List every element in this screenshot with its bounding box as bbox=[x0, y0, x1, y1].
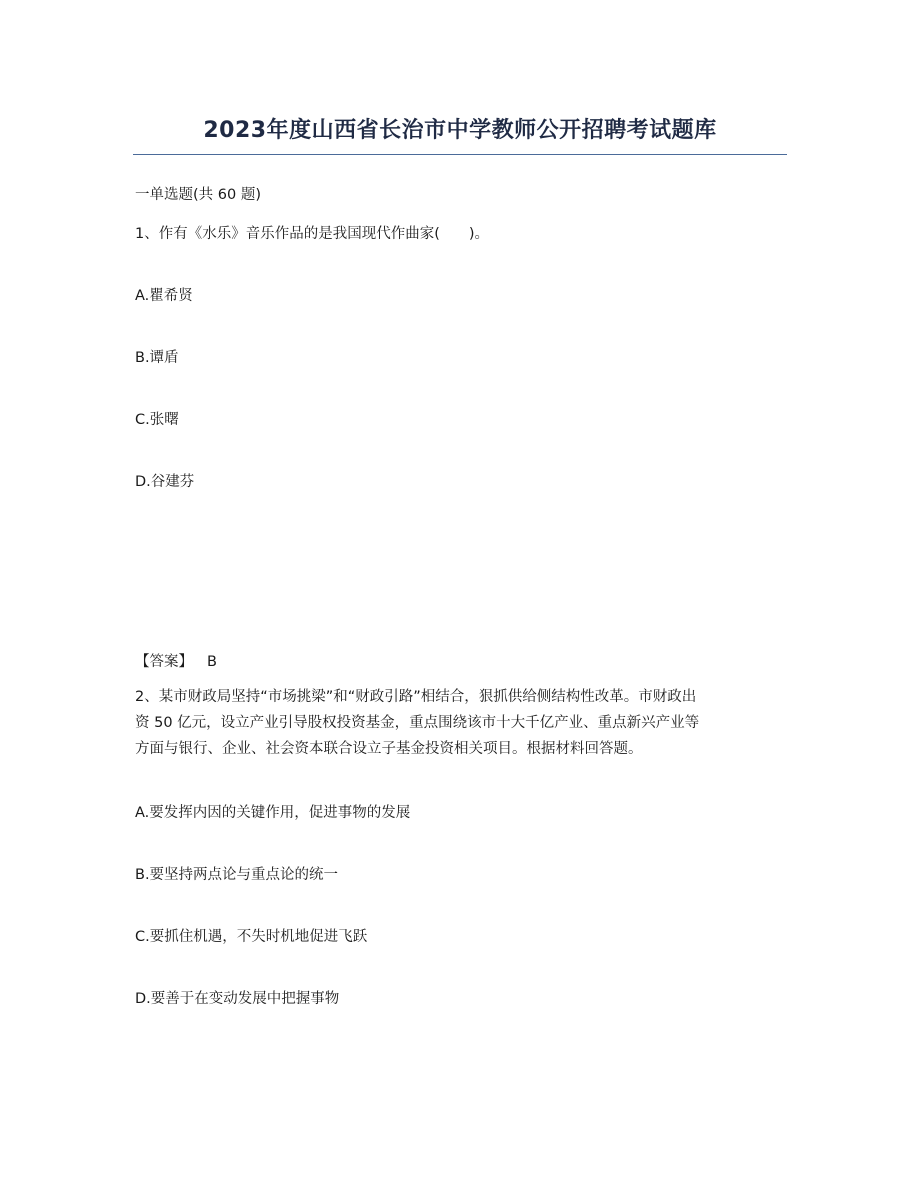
question-1-option-b: B.谭盾 bbox=[135, 350, 179, 366]
answer-label: 【答案】 bbox=[135, 654, 193, 670]
question-1-option-d: D.谷建芬 bbox=[135, 474, 195, 490]
question-2-option-a: A.要发挥内因的关键作用，促进事物的发展 bbox=[135, 805, 411, 821]
question-2-stem bbox=[135, 684, 795, 762]
question-2-stem-line-1: 2、某市财政局坚持“市场挑梁”和“财政引路”相结合，狠抓供给侧结构性改革。市财政出 bbox=[135, 689, 697, 705]
page-title: 2023年度山西省长治市中学教师公开招聘考试题库 bbox=[203, 118, 717, 143]
question-2-stem-line-3: 方面与银行、企业、社会资本联合设立子基金投资相关项目。根据材料回答题。 bbox=[135, 741, 643, 757]
question-2-stem-line-2: 资 50 亿元，设立产业引导股权投资基金，重点围绕该市十大千亿产业、重点新兴产业等 bbox=[135, 715, 700, 731]
question-1-answer bbox=[135, 650, 217, 671]
question-1-option-a: A.瞿希贤 bbox=[135, 288, 193, 304]
question-2-option-c: C.要抓住机遇，不失时机地促进飞跃 bbox=[135, 929, 368, 945]
section-heading: 一单选题(共 60 题) bbox=[135, 187, 261, 203]
answer-value: B bbox=[207, 654, 217, 670]
question-2-option-d: D.要善于在变动发展中把握事物 bbox=[135, 991, 340, 1007]
question-1-option-c: C.张曙 bbox=[135, 412, 179, 428]
question-2-option-b: B.要坚持两点论与重点论的统一 bbox=[135, 867, 339, 883]
title-divider bbox=[133, 154, 787, 155]
question-1-stem: 1、作有《水乐》音乐作品的是我国现代作曲家( )。 bbox=[135, 226, 490, 242]
